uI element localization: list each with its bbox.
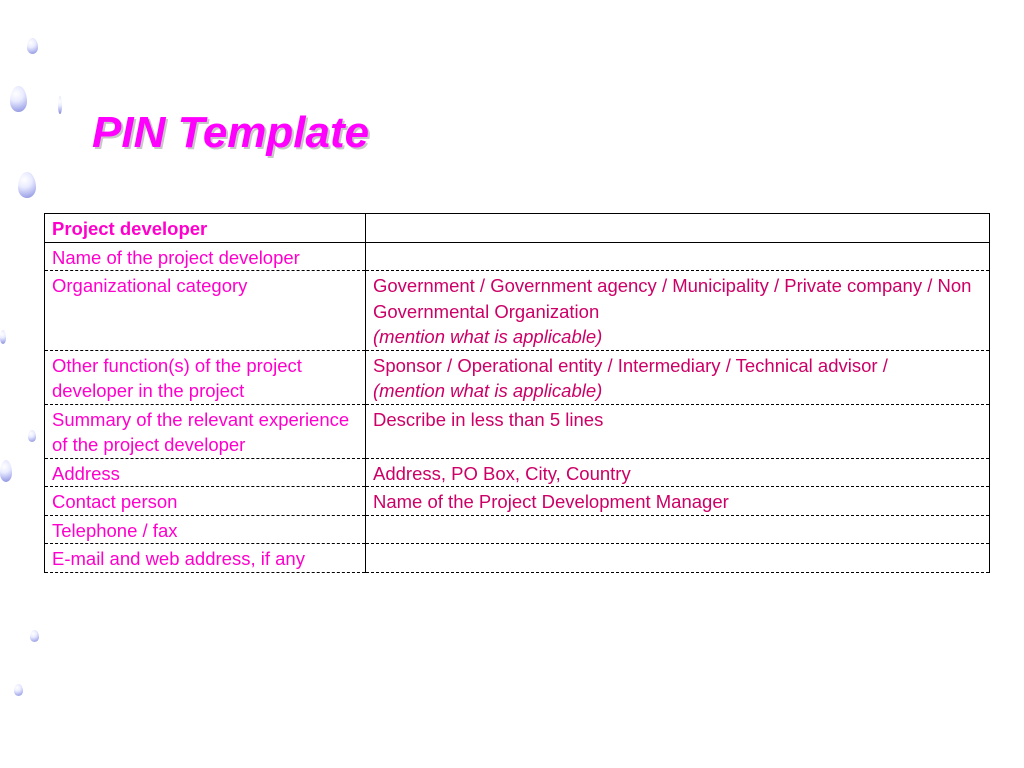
droplet-icon (10, 86, 27, 112)
row-note: (mention what is applicable) (373, 326, 603, 347)
header-value (366, 214, 990, 243)
table-row (45, 242, 990, 271)
table-row (45, 544, 990, 573)
pin-template-table (44, 213, 990, 573)
droplet-icon (27, 38, 38, 54)
row-label: Name of the project developer (45, 242, 366, 271)
droplet-icon (58, 96, 62, 114)
table-row (45, 515, 990, 544)
header-label: Project developer (45, 214, 366, 243)
table-row (45, 350, 990, 404)
row-label: Address (45, 458, 366, 487)
droplet-icon (30, 630, 39, 642)
row-value (366, 515, 990, 544)
droplet-icon (0, 330, 6, 344)
droplet-icon (14, 684, 23, 696)
row-value (366, 544, 990, 573)
row-value: Describe in less than 5 lines (366, 404, 990, 458)
row-value: Name of the Project Development Manager (366, 487, 990, 516)
table-row (45, 404, 990, 458)
row-value: Address, PO Box, City, Country (366, 458, 990, 487)
row-label: Telephone / fax (45, 515, 366, 544)
row-label: Organizational category (45, 271, 366, 351)
table-row (45, 271, 990, 351)
row-value (366, 242, 990, 271)
row-note: (mention what is applicable) (373, 380, 603, 401)
row-label: Contact person (45, 487, 366, 516)
droplet-icon (0, 460, 12, 482)
page-title: PIN Template (92, 108, 370, 157)
row-value: Sponsor / Operational entity / Intermediary / Technical advisor / (mention what is applicable) (366, 350, 990, 404)
row-value: Government / Government agency / Municipality / Private company / Non Governmental Organization (mention what is applicable) (366, 271, 990, 351)
table-row (45, 487, 990, 516)
droplet-icon (18, 172, 36, 198)
table-row (45, 458, 990, 487)
table-header-row (45, 214, 990, 243)
row-label: E-mail and web address, if any (45, 544, 366, 573)
droplet-icon (28, 430, 36, 442)
row-label: Other function(s) of the project developer in the project (45, 350, 366, 404)
row-label: Summary of the relevant experience of the project developer (45, 404, 366, 458)
